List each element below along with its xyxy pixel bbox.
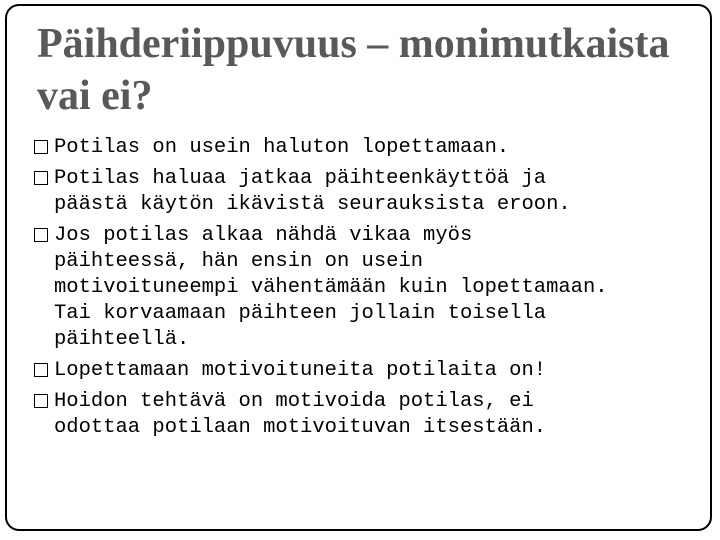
bullet-item-1 <box>34 135 714 161</box>
bullet-text-line: Hoidon tehtävä on motivoida potilas, ei <box>54 390 534 413</box>
slide-title-line-1: Päihderiippuvuus – monimutkaista <box>37 21 670 67</box>
bullet-item-5 <box>34 389 714 441</box>
bullet-text-line: odottaa potilaan motivoituvan itsestään. <box>54 416 547 439</box>
bullet-text-line: motivoituneempi vähentämään kuin lopettamaan. <box>54 276 608 299</box>
square-bullet-icon <box>34 363 48 377</box>
bullet-text-line: Potilas haluaa jatkaa päihteenkäyttöä ja <box>54 167 547 190</box>
bullet-text-line: päihteellä. <box>54 328 190 351</box>
square-bullet-icon <box>34 228 48 242</box>
bullet-item-4 <box>34 358 714 384</box>
square-bullet-icon <box>34 394 48 408</box>
slide-title-line-2: vai ei? <box>37 73 153 119</box>
bullet-text-line: Potilas on usein haluton lopettamaan. <box>54 136 510 159</box>
bullet-text-line: päihteessä, hän ensin on usein <box>54 250 424 273</box>
square-bullet-icon <box>34 171 48 185</box>
bullet-list <box>34 135 714 446</box>
square-bullet-icon <box>34 140 48 154</box>
bullet-text-line: Tai korvaamaan päihteen jollain toisella <box>54 302 547 325</box>
bullet-text-line: päästä käytön ikävistä seurauksista eroon. <box>54 193 571 216</box>
bullet-text-line: Jos potilas alkaa nähdä vikaa myös <box>54 224 473 247</box>
bullet-text-line: Lopettamaan motivoituneita potilaita on! <box>54 359 547 382</box>
bullet-item-2 <box>34 166 714 218</box>
slide-title <box>37 18 707 122</box>
bullet-item-3 <box>34 223 714 353</box>
